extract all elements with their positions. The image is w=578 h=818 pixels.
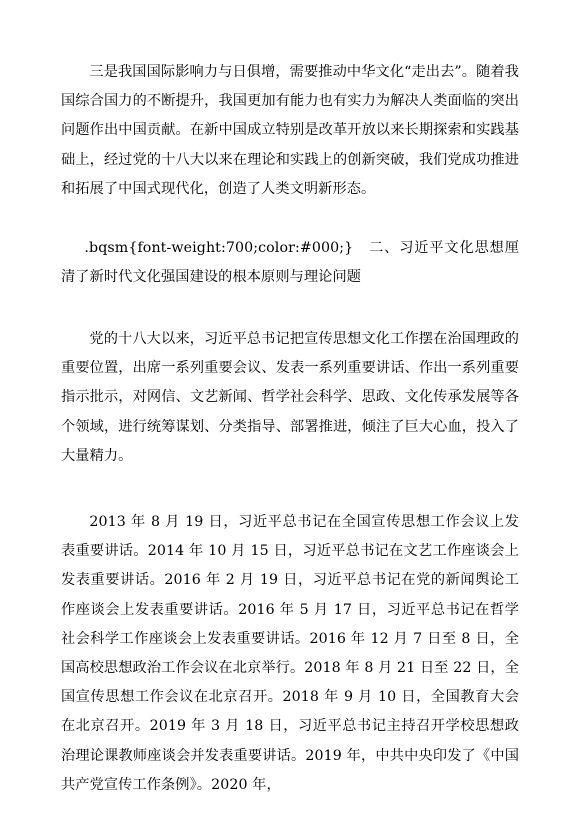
section-heading: 二、习近平文化思想厘清了新时代文化强国建设的根本原则与理论问题 [61, 240, 519, 286]
leaked-css-text: .bqsm{font-weight:700;color:#000;} [84, 240, 354, 256]
paragraph-timeline: 2013 年 8 月 19 日，习近平总书记在全国宣传思想工作会议上发表重要讲话。2014 年 10 月 15 日，习近平总书记在文艺工作座谈会上发表重要讲话。2016 年 2 月 19 日，习近平总书记在党的新闻舆论工作座谈会上发表重要讲话。2016 年 5 月 17 日，习近平总书记在哲学社会科学工作座谈会上发表重要讲话。2016 年 12 月 7 日至 8 日，全国高校思想政治工作会议在北京举行。2018 年 8 月 21 日至 22 日，全国宣传思想工作会议在北京召开。2018 年 9 月 10 日，全国教育大会在北京召开。2019 年 3 月 18 日，习近平总书记主持召开学校思想政治理论课教师座谈会并发表重要讲话。2019 年，中共中央印发了《中国共产党宣传工作条例》。2020 年， [61, 514, 519, 793]
section-heading-paragraph [61, 234, 519, 292]
paragraph-international-influence: 三是我国国际影响力与日俱增，需要推动中华文化“走出去”。随着我国综合国力的不断提升，我国更加有能力也有实力为解决人类面临的突出问题作出中国贡献。在新中国成立特别是改革开放以来长期探索和实践基础上，经过党的十八大以来在理论和实践上的创新突破，我们党成功推进和拓展了中国式现代化，创造了人类文明新形态。 [61, 64, 519, 197]
paragraph-since-18th-congress: 党的十八大以来，习近平总书记把宣传思想文化工作摆在治国理政的重要位置，出席一系列重要会议、发表一系列重要讲话、作出一系列重要指示批示，对网信、文艺新闻、哲学社会科学、思政、文化传承发展等各个领域，进行统筹谋划、分类指导、部署推进，倾注了巨大心血，投入了大量精力。 [61, 331, 519, 464]
